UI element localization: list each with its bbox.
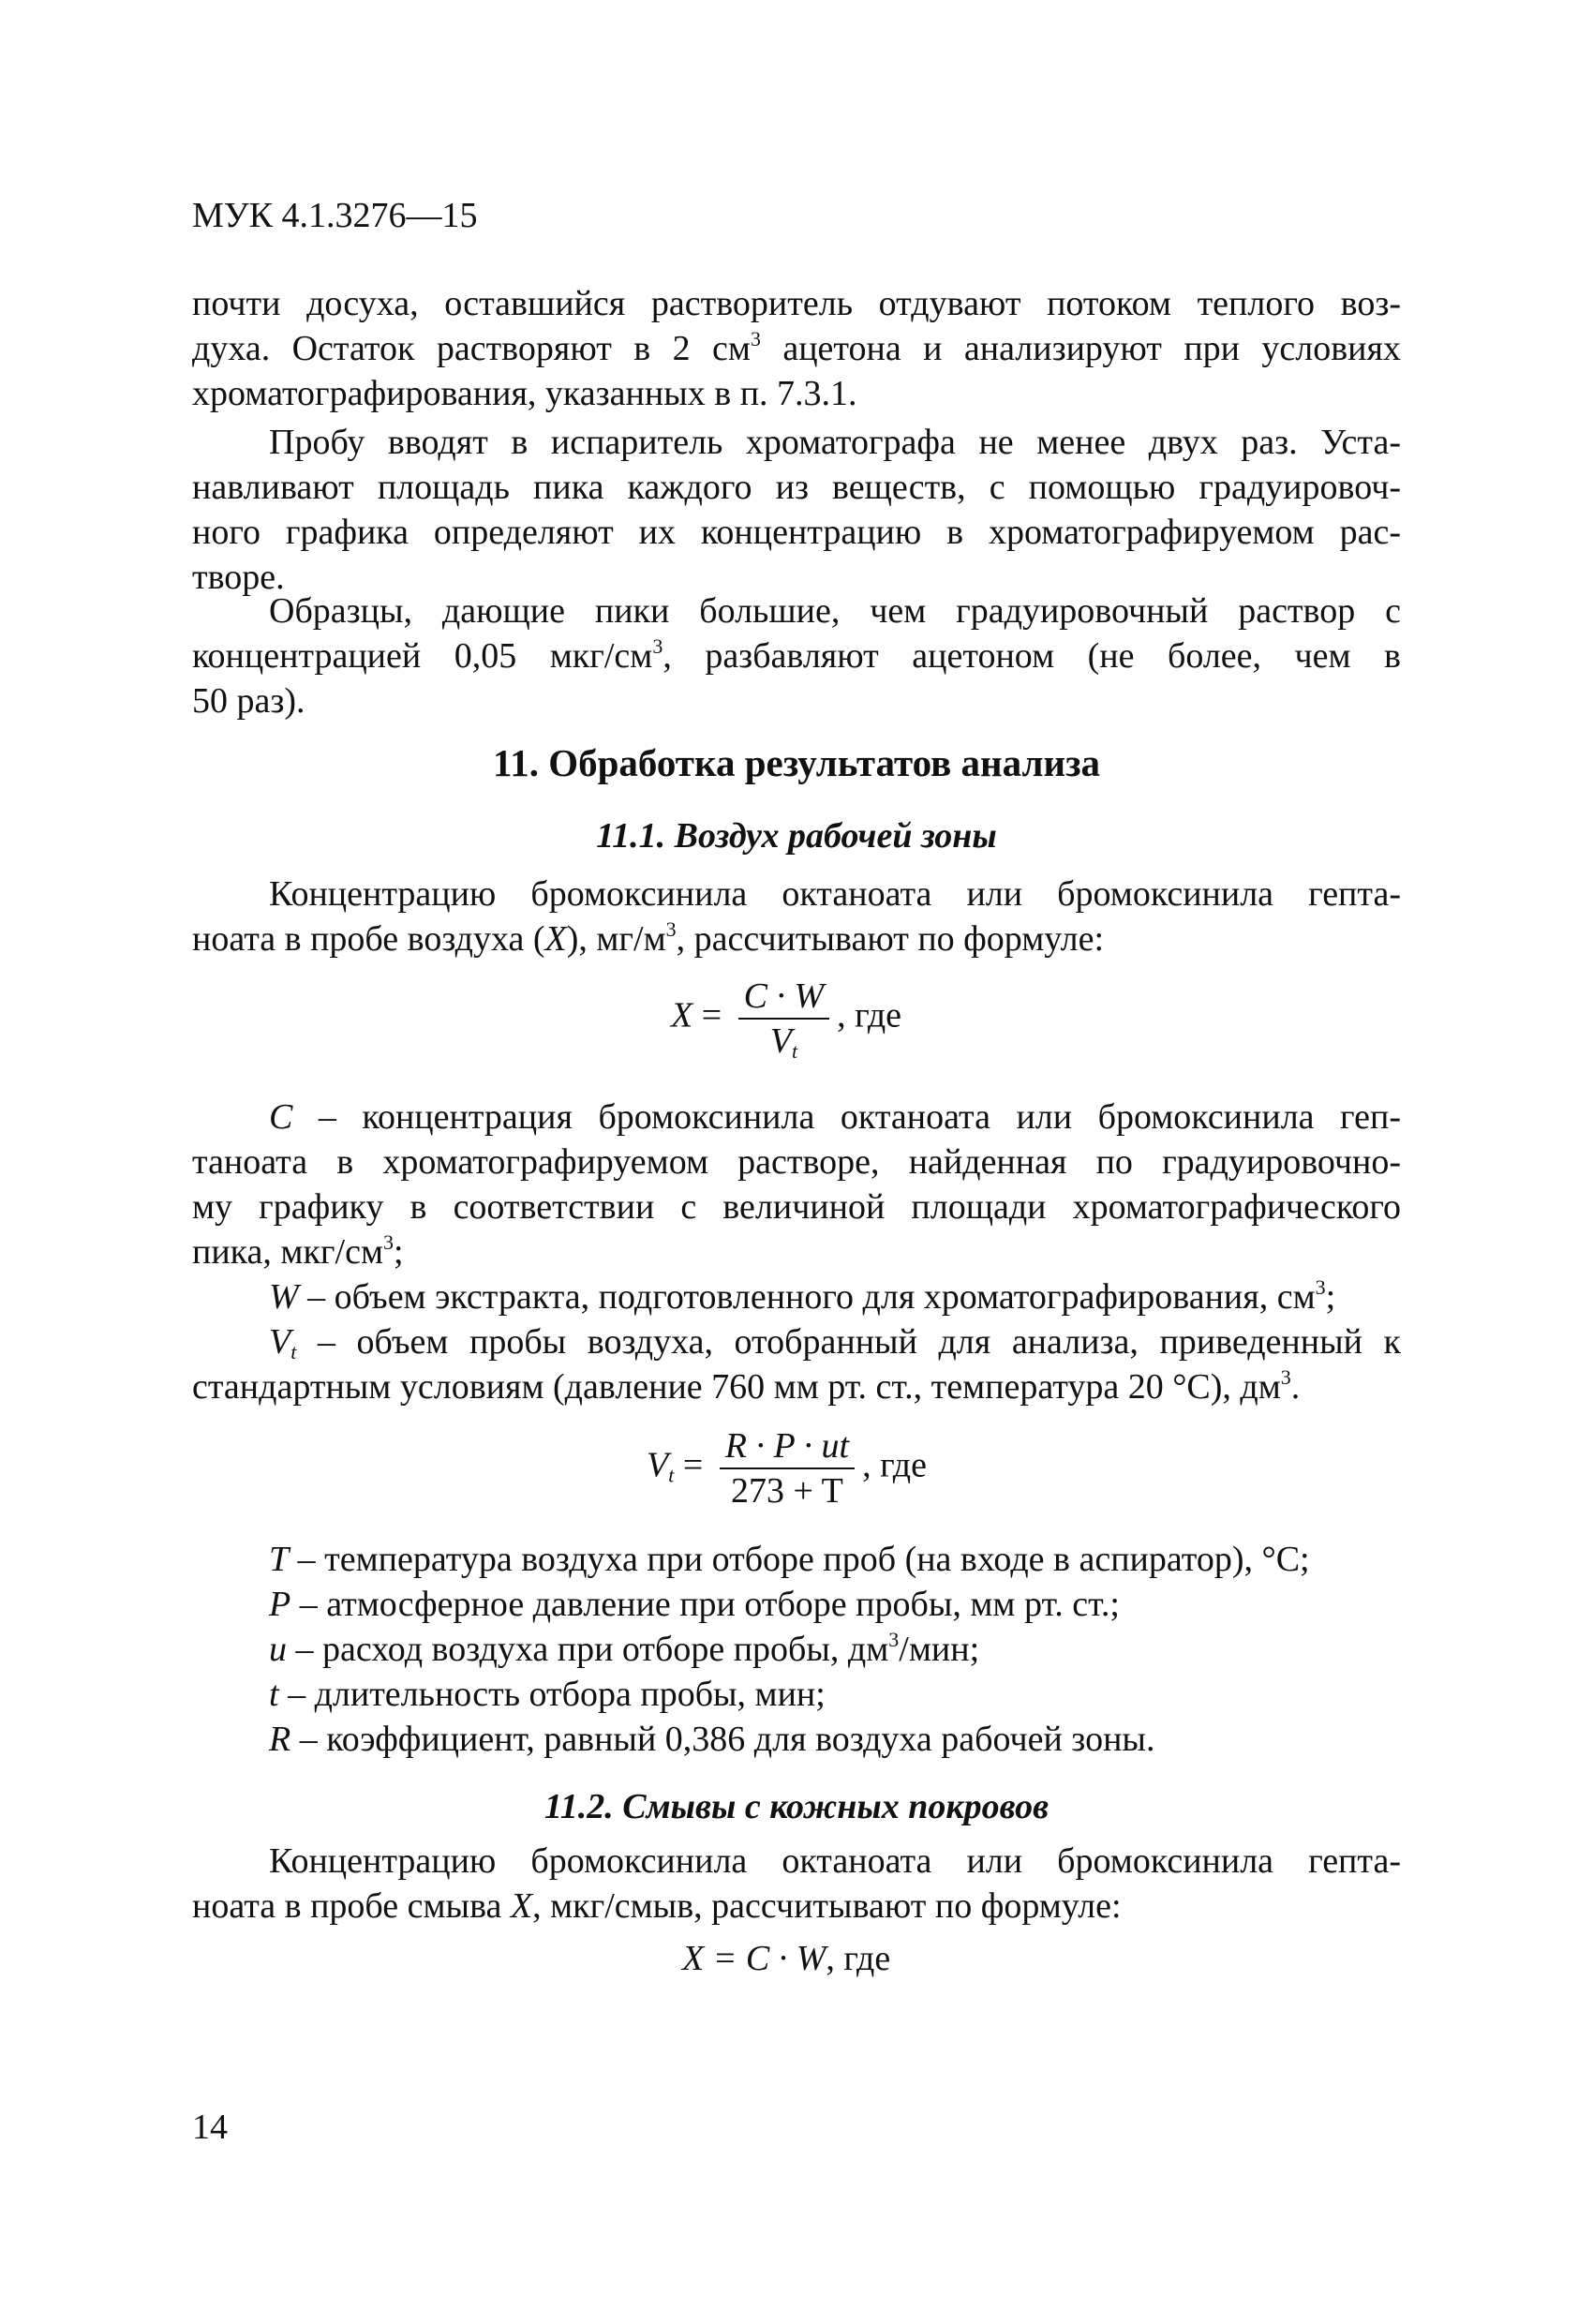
subsection-title-1: 11.1. Воздух рабочей зоны: [596, 816, 997, 856]
text-line: навливают площадь пика каждого из веществ, с помощью градуировоч-: [192, 468, 1401, 507]
definition-w: [192, 1274, 1401, 1319]
formula-wash: X = C · W, где: [682, 1939, 891, 1978]
text-line: W – объем экстракта, подготовленного для хроматографирования, $см^3$;: [269, 1275, 1336, 1317]
text-line: C – концентрация бромоксинила октаноата или бромоксинила геп-: [269, 1097, 1401, 1137]
paragraph-3: [192, 588, 1401, 723]
paragraph-1: [192, 281, 1401, 416]
definition-p: P – атмосферное давление при отборе пробы, мм рт. ст.;: [269, 1585, 1120, 1624]
formula-volume: $V_t$ = $\frac{R \cdot P \cdot ut}{273 + T}$ , где: [647, 1426, 927, 1511]
text-line: стандартным условиям (давление 760 мм рт. ст., температура 20 °С), $дм^3$.: [192, 1365, 1301, 1407]
definition-r: R – коэффициент, равный 0,386 для воздуха рабочей зоны.: [269, 1720, 1155, 1759]
text-line: хроматографирования, указанных в п. 7.3.1.: [192, 374, 857, 413]
text-line: таноата в хроматографируемом растворе, найденная по градуировочно-: [192, 1142, 1401, 1182]
text-line: му графику в соответствии с величиной площади хроматографического: [192, 1187, 1401, 1227]
page-number: 14: [192, 2108, 228, 2147]
section-title: 11. Обработка результатов анализа: [492, 741, 1101, 784]
text-line: 50 раз).: [192, 681, 305, 721]
text-line: почти досуха, оставшийся растворитель отдувают потоком теплого воз-: [192, 284, 1401, 323]
formula-concentration: X = $\frac{C \cdot W}{V_t}$ , где: [671, 976, 902, 1063]
text-line: пика, мкг/$см^3$;: [192, 1230, 404, 1272]
text-line: $V_t$ – объем пробы воздуха, отобранный для анализа, приведенный к: [269, 1322, 1401, 1363]
paragraph-2: [192, 420, 1401, 600]
definition-u: u – расход воздуха при отборе пробы, $дм^3$/мин;: [269, 1628, 980, 1669]
running-header: МУК 4.1.3276—15: [192, 196, 478, 235]
paragraph-4: [192, 872, 1401, 961]
text-line: творе.: [192, 558, 285, 597]
subsection-title-2: 11.2. Смывы с кожных покровов: [543, 1787, 1050, 1826]
paragraph-5: [192, 1839, 1401, 1929]
text-line: Концентрацию бромоксинила октаноата или бромоксинила гепта-: [269, 1841, 1401, 1881]
text-line: Концентрацию бромоксинила октаноата или бромоксинила гепта-: [269, 874, 1401, 914]
text-line: духа. Остаток растворяют в 2 $см^3$ ацетона и анализируют при условиях: [192, 327, 1401, 368]
text-line: Образцы, дающие пики большие, чем градуировочный раствор с: [269, 591, 1401, 631]
text-line: ного графика определяют их концентрацию в хроматографируемом рас-: [192, 513, 1401, 552]
definition-vt: [192, 1319, 1401, 1409]
text-line: ноата в пробе смыва X, мкг/смыв, рассчитывают по формуле:: [192, 1886, 1122, 1926]
text-line: Пробу вводят в испаритель хроматографа не менее двух раз. Уста-: [269, 423, 1401, 462]
fraction: $\frac{C \cdot W}{V_t}$: [738, 975, 830, 1063]
definition-c: [192, 1095, 1401, 1274]
definition-tt: t – длительность отбора пробы, мин;: [269, 1675, 826, 1714]
fraction: $\frac{R \cdot P \cdot ut}{273 + T}$: [720, 1424, 855, 1512]
definition-t: T – температура воздуха при отборе проб (на входе в аспиратор), °С;: [269, 1540, 1310, 1579]
definitions-list: [192, 1537, 1401, 1762]
text-line: ноата в пробе воздуха (X), $мг/м^3$, рассчитывают по формуле:: [192, 917, 1104, 959]
text-line: концентрацией 0,05 мкг/$см^3$, разбавляют ацетоном (не более, чем в: [192, 634, 1401, 676]
